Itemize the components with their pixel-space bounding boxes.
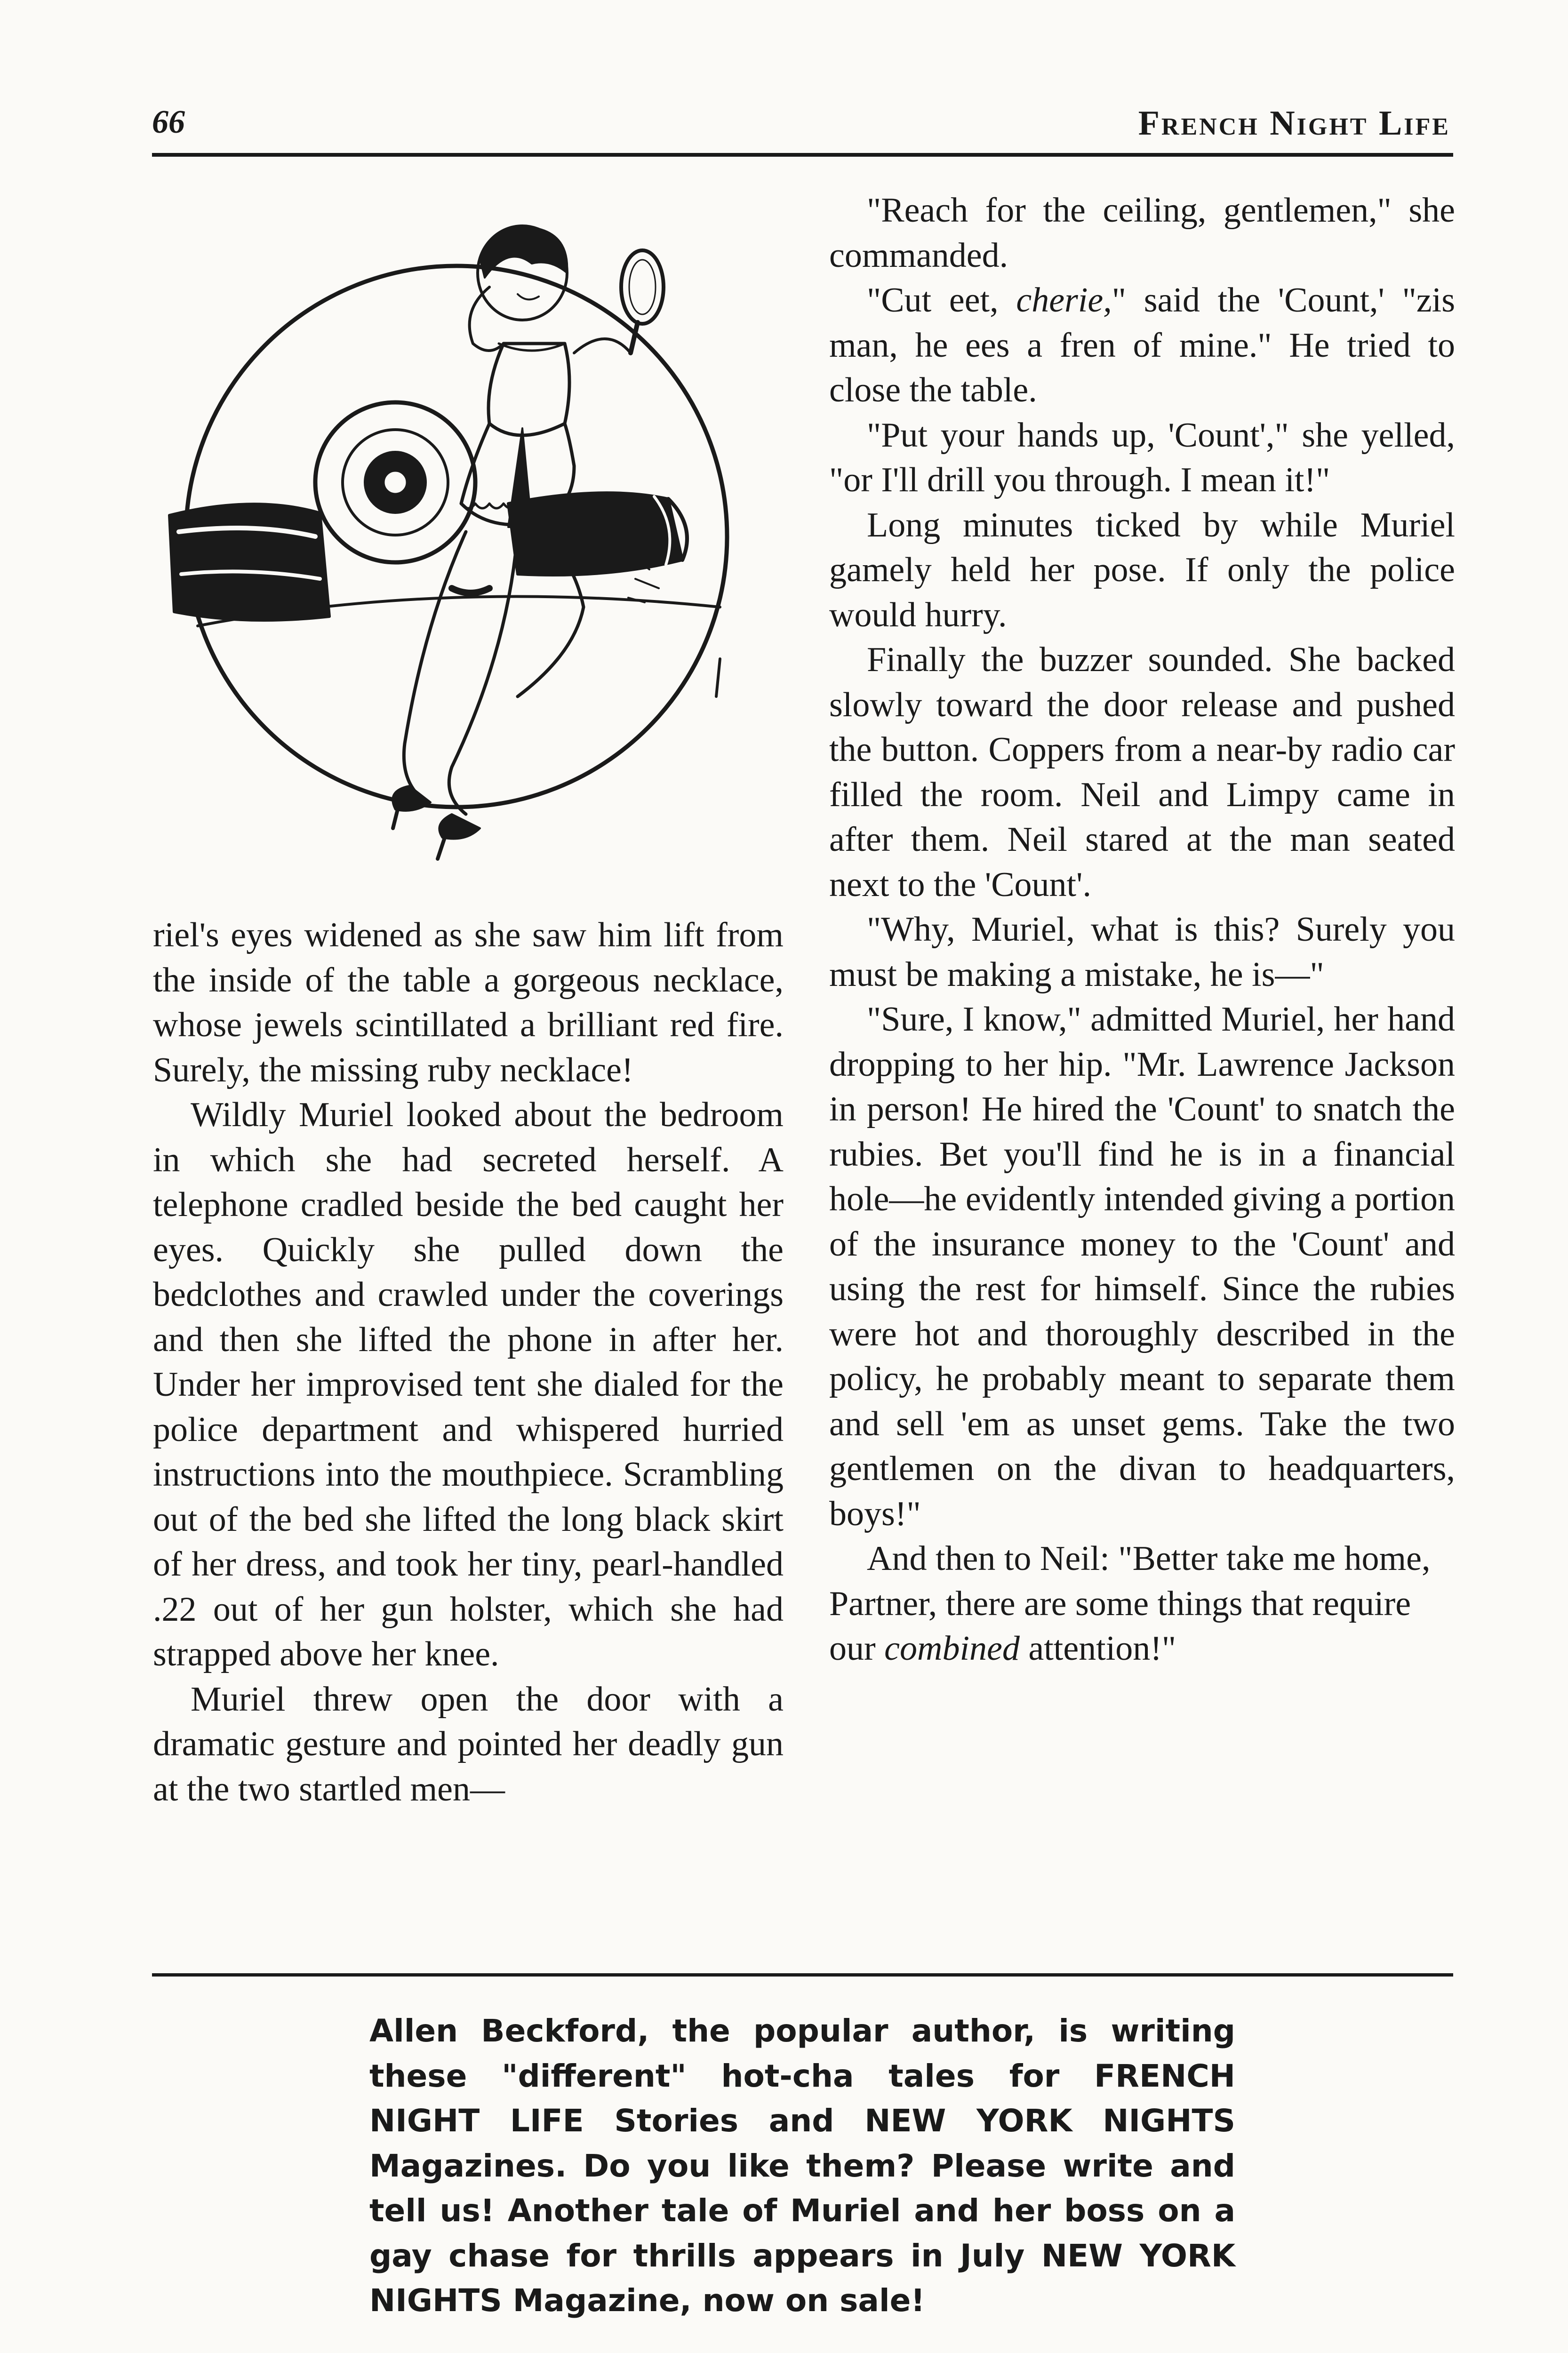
paragraph: Finally the buzzer sounded. She backed slowly toward the door release and pushed the button. Coppers from a near-by radio car filled the room. Neil and Limpy came in after them. Neil stared at the man seated next to the 'Count'.: [829, 640, 1455, 904]
italic-text: combined: [884, 1629, 1020, 1668]
header-rule: [152, 153, 1453, 157]
editor-note: Allen Beckford, the popular author, is writing these "different" hot-cha tales for FRENCH NIGHT LIFE Stories and NEW YORK NIGHTS Magazines. Do you like them? Please write and tell us! Another tale of Muriel and her boss on a gay chase for thrills appears in July NEW YORK NIGHTS Magazine, now on sale!: [369, 2013, 1235, 2319]
paragraph: "Put your hands up, 'Count'," she yelled, "or I'll drill you through. I mean it!": [829, 416, 1455, 499]
page-number: 66: [152, 104, 185, 140]
paragraph: "Sure, I know," admitted Muriel, her hand dropping to her hip. "Mr. Lawrence Jackson in person! He hired the 'Count' to snatch the rubies. Bet you'll find he is in a financial hole—he evidently intended giving a portion of the insurance money to the 'Count' and using the rest for himself. Since the rubies were hot and thoroughly described in the policy, he probably meant to separate them and sell 'em as unset gems. Take the two gentlemen on the divan to headquarters, boys!": [829, 1000, 1455, 1533]
paragraph: Muriel threw open the door with a dramatic gesture and pointed her deadly gun at the two startled men—: [153, 1680, 784, 1809]
text-run: " said the 'Count,' "zis man, he ees a fren of mine." He tried to close the table.: [829, 281, 1455, 409]
paragraph: "Why, Muriel, what is this? Surely you must be making a mistake, he is—": [829, 910, 1455, 994]
paragraph: Long minutes ticked by while Muriel gamely held her pose. If only the police would hurry.: [829, 505, 1455, 634]
paragraph: "Reach for the ceiling, gentlemen," she commanded.: [829, 191, 1455, 275]
paragraph: Wildly Muriel looked about the bedroom in which she had secreted herself. A telephone cradled beside the bed caught her eyes. Quickly she pulled down the bedclothes and crawled under the coverings and then she lifted the phone in after her. Under her improvised tent she dialed for the police department and whispered hurried instructions into the mouthpiece. Scrambling out of the bed she lifted the long black skirt of her dress, and took her tiny, pearl-handled .22 out of her gun holster, which she had strapped above her knee.: [153, 1096, 784, 1673]
paragraph: riel's eyes widened as she saw him lift from the inside of the table a gorgeous necklace, whose jewels scintillated a brilliant red fire. Surely, the missing ruby necklace!: [153, 916, 784, 1089]
text-run: "Cut eet,: [867, 281, 1016, 320]
italic-text: cherie,: [1016, 281, 1112, 320]
right-column: [829, 188, 1455, 1672]
paragraph: [829, 278, 1455, 413]
running-title: French Night Life: [1138, 104, 1450, 143]
woman-with-mirror-illustration: [160, 202, 772, 889]
paragraph: [829, 1537, 1455, 1672]
text-run: attention!": [1019, 1629, 1176, 1668]
left-column: [153, 913, 784, 1812]
text-run: And then to Neil: "Better take me home, Partner, there are some things that require our: [829, 1539, 1431, 1668]
footer-rule: [152, 1973, 1453, 1977]
